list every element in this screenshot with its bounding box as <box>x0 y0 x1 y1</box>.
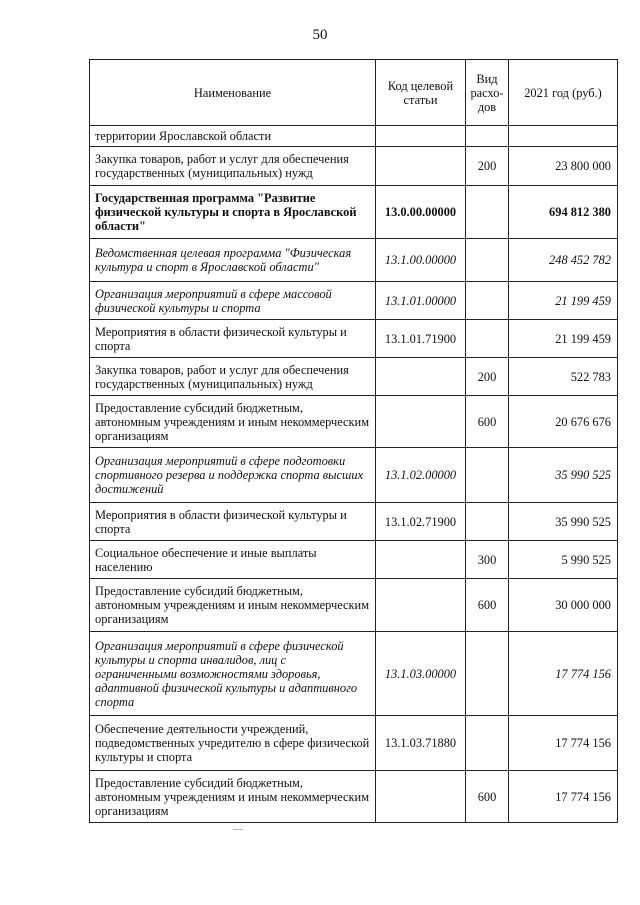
cell-code: 13.1.01.00000 <box>376 282 466 320</box>
cell-sum: 17 774 156 <box>509 632 618 716</box>
cell-vid <box>466 503 509 541</box>
table-row <box>90 541 618 579</box>
cell-vid: 200 <box>466 358 509 396</box>
page-number: 50 <box>312 27 328 43</box>
cell-vid <box>466 632 509 716</box>
table-body <box>90 126 618 823</box>
table-row <box>90 282 618 320</box>
cell-name: территории Ярославской области <box>90 126 376 147</box>
table-header-row <box>90 60 618 126</box>
cell-sum: 23 800 000 <box>509 147 618 186</box>
cell-vid: 300 <box>466 541 509 579</box>
table-row <box>90 147 618 186</box>
table-row <box>90 358 618 396</box>
cell-sum: 20 676 676 <box>509 396 618 448</box>
cell-sum: 17 774 156 <box>509 771 618 823</box>
cell-code <box>376 541 466 579</box>
table-row <box>90 239 618 282</box>
cell-vid: 200 <box>466 147 509 186</box>
cell-sum: 522 783 <box>509 358 618 396</box>
cell-sum: 5 990 525 <box>509 541 618 579</box>
scan-speck <box>233 829 243 830</box>
header-name: Наименование <box>90 60 376 126</box>
cell-code <box>376 579 466 632</box>
table-row <box>90 320 618 358</box>
cell-vid: 600 <box>466 396 509 448</box>
cell-vid <box>466 282 509 320</box>
cell-vid: 600 <box>466 579 509 632</box>
cell-sum: 21 199 459 <box>509 320 618 358</box>
cell-name: Организация мероприятий в сфере физической культуры и спорта инвалидов, лиц с ограниченными возможностями здоровья, адаптивной физической культуры и адаптивного спорта <box>90 632 376 716</box>
table-row <box>90 448 618 503</box>
cell-sum: 21 199 459 <box>509 282 618 320</box>
cell-name: Мероприятия в области физической культуры и спорта <box>90 320 376 358</box>
cell-sum <box>509 126 618 147</box>
header-code: Код целевой статьи <box>376 60 466 126</box>
cell-code: 13.0.00.00000 <box>376 186 466 239</box>
cell-code: 13.1.02.71900 <box>376 503 466 541</box>
cell-code: 13.1.03.00000 <box>376 632 466 716</box>
cell-sum: 35 990 525 <box>509 448 618 503</box>
cell-vid <box>466 186 509 239</box>
table-row <box>90 632 618 716</box>
cell-name: Ведомственная целевая программа "Физическая культура и спорт в Ярославской области" <box>90 239 376 282</box>
cell-name: Социальное обеспечение и иные выплаты населению <box>90 541 376 579</box>
table-row <box>90 716 618 771</box>
cell-code: 13.1.00.00000 <box>376 239 466 282</box>
cell-name: Организация мероприятий в сфере подготовки спортивного резерва и поддержка спорта высших достижений <box>90 448 376 503</box>
cell-vid <box>466 320 509 358</box>
cell-code: 13.1.02.00000 <box>376 448 466 503</box>
cell-name: Государственная программа "Развитие физической культуры и спорта в Ярославской области" <box>90 186 376 239</box>
cell-name: Мероприятия в области физической культуры и спорта <box>90 503 376 541</box>
cell-code <box>376 147 466 186</box>
cell-code <box>376 771 466 823</box>
cell-code: 13.1.01.71900 <box>376 320 466 358</box>
cell-name: Организация мероприятий в сфере массовой физической культуры и спорта <box>90 282 376 320</box>
cell-sum: 30 000 000 <box>509 579 618 632</box>
header-sum: 2021 год (руб.) <box>509 60 618 126</box>
cell-vid <box>466 448 509 503</box>
cell-name: Закупка товаров, работ и услуг для обеспечения государственных (муниципальных) нужд <box>90 358 376 396</box>
cell-name: Предоставление субсидий бюджетным, автономным учреждениям и иным некоммерческим организациям <box>90 579 376 632</box>
cell-code <box>376 396 466 448</box>
table-row <box>90 579 618 632</box>
table-row <box>90 126 618 147</box>
cell-sum: 694 812 380 <box>509 186 618 239</box>
table-row <box>90 396 618 448</box>
table-row <box>90 186 618 239</box>
cell-code <box>376 126 466 147</box>
cell-name: Предоставление субсидий бюджетным, автономным учреждениям и иным некоммерческим организациям <box>90 771 376 823</box>
table-row <box>90 503 618 541</box>
cell-code: 13.1.03.71880 <box>376 716 466 771</box>
cell-sum: 35 990 525 <box>509 503 618 541</box>
cell-sum: 248 452 782 <box>509 239 618 282</box>
cell-vid <box>466 126 509 147</box>
cell-vid <box>466 239 509 282</box>
table-row <box>90 771 618 823</box>
budget-table <box>89 59 618 823</box>
cell-code <box>376 358 466 396</box>
cell-name: Обеспечение деятельности учреждений, подведомственных учредителю в сфере физической культуры и спорта <box>90 716 376 771</box>
cell-name: Закупка товаров, работ и услуг для обеспечения государственных (муниципальных) нужд <box>90 147 376 186</box>
cell-name: Предоставление субсидий бюджетным, автономным учреждениям и иным некоммерческим организациям <box>90 396 376 448</box>
cell-sum: 17 774 156 <box>509 716 618 771</box>
header-vid: Вид расхо-дов <box>466 60 509 126</box>
cell-vid: 600 <box>466 771 509 823</box>
cell-vid <box>466 716 509 771</box>
